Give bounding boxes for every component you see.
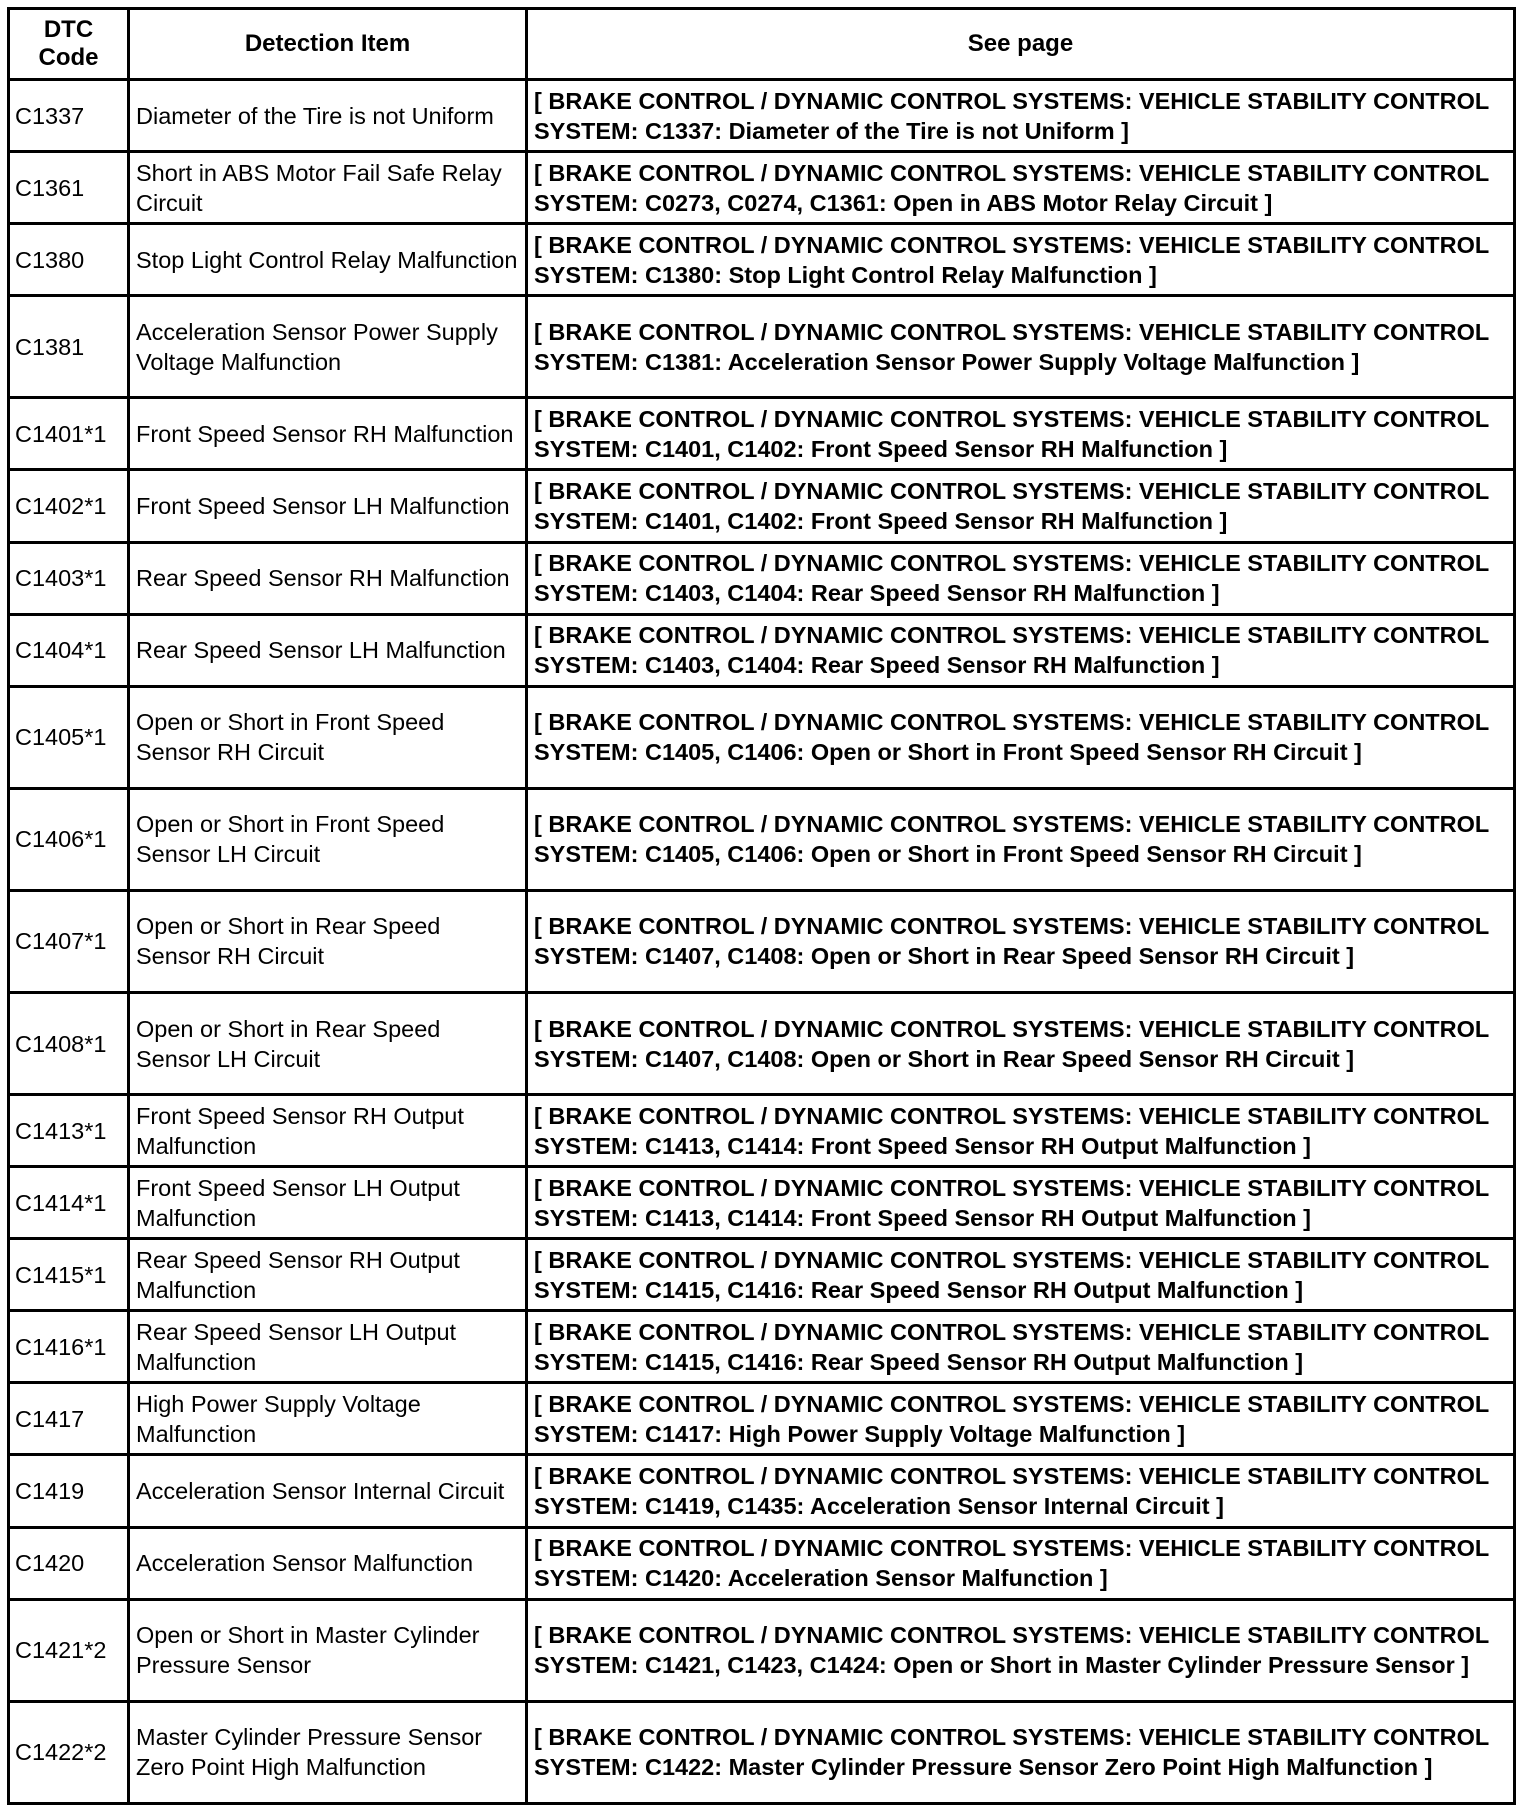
dtc-code-cell: C1414*1: [9, 1167, 129, 1239]
see-page-link[interactable]: [ BRAKE CONTROL / DYNAMIC CONTROL SYSTEMS: VEHICLE STABILITY CONTROL SYSTEM: C1413, C1414: Front Speed Sensor RH Output Malfunction ]: [527, 1095, 1515, 1167]
detection-item-cell: Open or Short in Master Cylinder Pressure Sensor: [129, 1599, 527, 1701]
see-page-link[interactable]: [ BRAKE CONTROL / DYNAMIC CONTROL SYSTEMS: VEHICLE STABILITY CONTROL SYSTEM: C1415, C1416: Rear Speed Sensor RH Output Malfunction ]: [527, 1239, 1515, 1311]
detection-item-cell: Diameter of the Tire is not Uniform: [129, 80, 527, 152]
dtc-code-cell: C1408*1: [9, 992, 129, 1094]
see-page-link[interactable]: [ BRAKE CONTROL / DYNAMIC CONTROL SYSTEMS: VEHICLE STABILITY CONTROL SYSTEM: C1381: Acceleration Sensor Power Supply Voltage Malfunction ]: [527, 296, 1515, 398]
table-row: [9, 1167, 1515, 1239]
detection-item-cell: Open or Short in Front Speed Sensor RH Circuit: [129, 686, 527, 788]
see-page-link[interactable]: [ BRAKE CONTROL / DYNAMIC CONTROL SYSTEMS: VEHICLE STABILITY CONTROL SYSTEM: C1401, C1402: Front Speed Sensor RH Malfunction ]: [527, 470, 1515, 542]
see-page-link[interactable]: [ BRAKE CONTROL / DYNAMIC CONTROL SYSTEMS: VEHICLE STABILITY CONTROL SYSTEM: C1403, C1404: Rear Speed Sensor RH Malfunction ]: [527, 542, 1515, 614]
header-dtc-code: DTC Code: [9, 9, 129, 80]
see-page-link[interactable]: [ BRAKE CONTROL / DYNAMIC CONTROL SYSTEMS: VEHICLE STABILITY CONTROL SYSTEM: C1407, C1408: Open or Short in Rear Speed Sensor RH Circuit ]: [527, 992, 1515, 1094]
see-page-link[interactable]: [ BRAKE CONTROL / DYNAMIC CONTROL SYSTEMS: VEHICLE STABILITY CONTROL SYSTEM: C1420: Acceleration Sensor Malfunction ]: [527, 1527, 1515, 1599]
see-page-link[interactable]: [ BRAKE CONTROL / DYNAMIC CONTROL SYSTEMS: VEHICLE STABILITY CONTROL SYSTEM: C1415, C1416: Rear Speed Sensor RH Output Malfunction ]: [527, 1311, 1515, 1383]
dtc-code-cell: C1402*1: [9, 470, 129, 542]
table-row: [9, 296, 1515, 398]
dtc-code-cell: C1417: [9, 1383, 129, 1455]
table-row: [9, 1095, 1515, 1167]
dtc-code-cell: C1404*1: [9, 614, 129, 686]
detection-item-cell: Acceleration Sensor Malfunction: [129, 1527, 527, 1599]
see-page-link[interactable]: [ BRAKE CONTROL / DYNAMIC CONTROL SYSTEMS: VEHICLE STABILITY CONTROL SYSTEM: C1405, C1406: Open or Short in Front Speed Sensor RH Circuit ]: [527, 788, 1515, 890]
detection-item-cell: High Power Supply Voltage Malfunction: [129, 1383, 527, 1455]
table-row: [9, 470, 1515, 542]
dtc-code-cell: C1413*1: [9, 1095, 129, 1167]
see-page-link[interactable]: [ BRAKE CONTROL / DYNAMIC CONTROL SYSTEMS: VEHICLE STABILITY CONTROL SYSTEM: C1422: Master Cylinder Pressure Sensor Zero Point High Malfunction ]: [527, 1701, 1515, 1803]
see-page-link[interactable]: [ BRAKE CONTROL / DYNAMIC CONTROL SYSTEMS: VEHICLE STABILITY CONTROL SYSTEM: C1419, C1435: Acceleration Sensor Internal Circuit ]: [527, 1455, 1515, 1527]
detection-item-cell: Rear Speed Sensor RH Malfunction: [129, 542, 527, 614]
header-see-page: See page: [527, 9, 1515, 80]
see-page-link[interactable]: [ BRAKE CONTROL / DYNAMIC CONTROL SYSTEMS: VEHICLE STABILITY CONTROL SYSTEM: C1337: Diameter of the Tire is not Uniform ]: [527, 80, 1515, 152]
detection-item-cell: Acceleration Sensor Internal Circuit: [129, 1455, 527, 1527]
detection-item-cell: Acceleration Sensor Power Supply Voltage Malfunction: [129, 296, 527, 398]
dtc-code-cell: C1406*1: [9, 788, 129, 890]
table-row: [9, 1239, 1515, 1311]
table-row: [9, 686, 1515, 788]
table-row: [9, 152, 1515, 224]
table-row: [9, 80, 1515, 152]
detection-item-cell: Front Speed Sensor LH Malfunction: [129, 470, 527, 542]
table-row: [9, 1527, 1515, 1599]
detection-item-cell: Front Speed Sensor RH Output Malfunction: [129, 1095, 527, 1167]
see-page-link[interactable]: [ BRAKE CONTROL / DYNAMIC CONTROL SYSTEMS: VEHICLE STABILITY CONTROL SYSTEM: C1405, C1406: Open or Short in Front Speed Sensor RH Circuit ]: [527, 686, 1515, 788]
dtc-code-cell: C1422*2: [9, 1701, 129, 1803]
table-row: [9, 614, 1515, 686]
see-page-link[interactable]: [ BRAKE CONTROL / DYNAMIC CONTROL SYSTEMS: VEHICLE STABILITY CONTROL SYSTEM: C1401, C1402: Front Speed Sensor RH Malfunction ]: [527, 398, 1515, 470]
dtc-code-cell: C1421*2: [9, 1599, 129, 1701]
table-row: [9, 890, 1515, 992]
dtc-code-cell: C1380: [9, 224, 129, 296]
dtc-code-cell: C1407*1: [9, 890, 129, 992]
table-header-row: [9, 9, 1515, 80]
detection-item-cell: Short in ABS Motor Fail Safe Relay Circuit: [129, 152, 527, 224]
detection-item-cell: Stop Light Control Relay Malfunction: [129, 224, 527, 296]
dtc-code-cell: C1381: [9, 296, 129, 398]
detection-item-cell: Rear Speed Sensor LH Output Malfunction: [129, 1311, 527, 1383]
dtc-code-cell: C1405*1: [9, 686, 129, 788]
table-row: [9, 398, 1515, 470]
see-page-link[interactable]: [ BRAKE CONTROL / DYNAMIC CONTROL SYSTEMS: VEHICLE STABILITY CONTROL SYSTEM: C0273, C0274, C1361: Open in ABS Motor Relay Circuit ]: [527, 152, 1515, 224]
detection-item-cell: Rear Speed Sensor RH Output Malfunction: [129, 1239, 527, 1311]
detection-item-cell: Master Cylinder Pressure Sensor Zero Point High Malfunction: [129, 1701, 527, 1803]
table-row: [9, 992, 1515, 1094]
see-page-link[interactable]: [ BRAKE CONTROL / DYNAMIC CONTROL SYSTEMS: VEHICLE STABILITY CONTROL SYSTEM: C1413, C1414: Front Speed Sensor RH Output Malfunction ]: [527, 1167, 1515, 1239]
detection-item-cell: Front Speed Sensor RH Malfunction: [129, 398, 527, 470]
header-detection-item: Detection Item: [129, 9, 527, 80]
detection-item-cell: Open or Short in Rear Speed Sensor LH Circuit: [129, 992, 527, 1094]
detection-item-cell: Rear Speed Sensor LH Malfunction: [129, 614, 527, 686]
dtc-code-cell: C1337: [9, 80, 129, 152]
see-page-link[interactable]: [ BRAKE CONTROL / DYNAMIC CONTROL SYSTEMS: VEHICLE STABILITY CONTROL SYSTEM: C1403, C1404: Rear Speed Sensor RH Malfunction ]: [527, 614, 1515, 686]
table-row: [9, 788, 1515, 890]
dtc-code-cell: C1361: [9, 152, 129, 224]
see-page-link[interactable]: [ BRAKE CONTROL / DYNAMIC CONTROL SYSTEMS: VEHICLE STABILITY CONTROL SYSTEM: C1380: Stop Light Control Relay Malfunction ]: [527, 224, 1515, 296]
detection-item-cell: Open or Short in Rear Speed Sensor RH Circuit: [129, 890, 527, 992]
dtc-code-cell: C1415*1: [9, 1239, 129, 1311]
see-page-link[interactable]: [ BRAKE CONTROL / DYNAMIC CONTROL SYSTEMS: VEHICLE STABILITY CONTROL SYSTEM: C1417: High Power Supply Voltage Malfunction ]: [527, 1383, 1515, 1455]
table-row: [9, 1701, 1515, 1803]
dtc-table: [7, 7, 1516, 1805]
see-page-link[interactable]: [ BRAKE CONTROL / DYNAMIC CONTROL SYSTEMS: VEHICLE STABILITY CONTROL SYSTEM: C1421, C1423, C1424: Open or Short in Master Cylinder Pressure Sensor ]: [527, 1599, 1515, 1701]
table-row: [9, 1383, 1515, 1455]
dtc-code-cell: C1416*1: [9, 1311, 129, 1383]
detection-item-cell: Open or Short in Front Speed Sensor LH Circuit: [129, 788, 527, 890]
table-row: [9, 1599, 1515, 1701]
table-row: [9, 1311, 1515, 1383]
table-row: [9, 542, 1515, 614]
dtc-code-cell: C1420: [9, 1527, 129, 1599]
table-row: [9, 224, 1515, 296]
dtc-code-cell: C1403*1: [9, 542, 129, 614]
detection-item-cell: Front Speed Sensor LH Output Malfunction: [129, 1167, 527, 1239]
dtc-code-cell: C1401*1: [9, 398, 129, 470]
table-row: [9, 1455, 1515, 1527]
see-page-link[interactable]: [ BRAKE CONTROL / DYNAMIC CONTROL SYSTEMS: VEHICLE STABILITY CONTROL SYSTEM: C1407, C1408: Open or Short in Rear Speed Sensor RH Circuit ]: [527, 890, 1515, 992]
dtc-code-cell: C1419: [9, 1455, 129, 1527]
